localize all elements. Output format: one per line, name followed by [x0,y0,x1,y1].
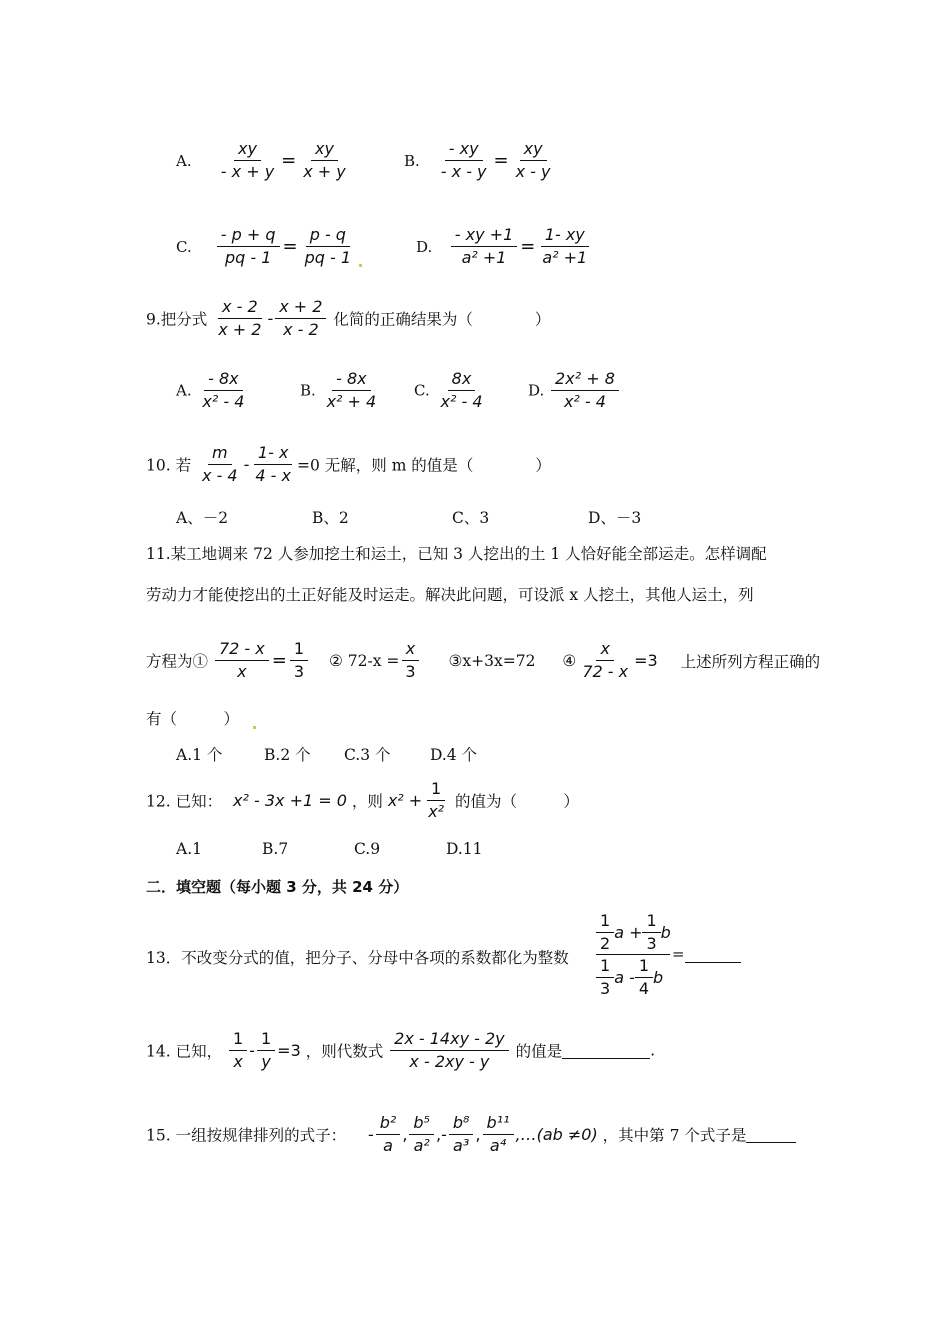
q10-option-a: A、－2 [176,509,229,527]
equation-4: ④ [562,651,577,670]
answer-blank[interactable] [746,1126,796,1143]
q12-option-b: B.7 [262,840,289,858]
equals-sign: = [282,236,298,257]
fraction: $\frac{1}{\text{x²}}$ [428,779,445,821]
question-text: 有（ ） [146,710,240,728]
fraction: $\frac{\text{b²}}{a}$ [376,1114,401,1155]
fraction: $\frac{1- x}{4 - x}$ [255,443,291,485]
period: . [650,1041,656,1060]
q12-option-c: C.9 [354,840,381,858]
question-text: ，则 [351,792,383,811]
question-9 [146,298,550,339]
fraction: $\frac{xy}{- x + y}$ [220,139,275,181]
equation: x² - 3x +1 = 0 [233,791,347,810]
fraction: $\frac{x - 2}{x + 2}$ [218,297,262,339]
option-label: D. [416,237,433,256]
equals-sign: = [520,236,536,257]
q8-option-a [176,140,352,181]
fraction: $\frac{- p + q}{pq - 1}$ [217,226,280,267]
option-label: D. [528,381,545,400]
question-15 [146,1114,796,1155]
fraction: $\frac{xy}{x + y}$ [303,139,346,181]
q11-option-c: C.3 个 [344,746,391,764]
question-text: ，其中第 7 个式子是 [602,1126,747,1145]
fraction: $\frac{1}{3}$ [596,957,614,998]
q11-line-4 [146,707,258,729]
fraction: $\frac{xy}{x - y}$ [515,139,551,181]
q8-option-d [416,226,593,267]
q13-text: 13．不改变分式的值，把分子、分母中各项的系数都化为整数 [146,949,569,967]
equation-tail: =3 [634,651,658,670]
minus-sign: - [267,309,274,328]
sequence-tail: ,…(ab ≠0) [515,1125,598,1144]
option-label: A. [176,381,192,400]
question-text: 15. 一组按规律排列的式子： [146,1126,347,1145]
option-label: A. [176,151,192,170]
term-sign: ,- [435,1125,447,1144]
equation-tail: =3 [277,1041,301,1060]
q10-option-c: C、3 [452,509,490,527]
fraction: $\frac{1}{3}$ [642,912,660,953]
q11-option-a: A.1 个 [176,746,223,764]
question-text: 方程为① [146,652,209,671]
fraction: $\frac{2x - 14xy - 2y}{x - 2xy - y}$ [390,1030,508,1071]
fraction: $\frac{x}{3}$ [401,640,419,681]
question-text: 10. 若 [146,456,192,475]
option-label: B. [300,381,316,400]
option-label: B. [404,151,420,170]
q11-line-2: 劳动力才能使挖出的土正好能及时运走。解决此问题，可设派 x 人挖土，其他人运土，列 [146,586,754,604]
equals-sign: = [271,650,287,671]
numerator: $\frac{1}{2}$ a + $\frac{1}{3}$ b [596,912,670,955]
q11-option-b: B.2 个 [264,746,311,764]
question-text: 12. 已知： [146,792,223,811]
q10-option-d: D、－3 [588,509,642,527]
expression: x² + [387,791,423,810]
question-text: 的值是 [515,1042,563,1061]
fraction: $\frac{\text{b⁸}}{\text{a³}}$ [449,1114,474,1155]
q9-option-c [414,370,489,411]
section-heading: 二．填空题（每小题 3 分，共 24 分） [146,878,409,896]
equation-2: ② 72-x = [328,651,400,670]
term-sign: , [475,1125,481,1144]
fraction: $\frac{- xy +1}{\text{a² +1}}$ [451,226,517,267]
fraction: $\frac{1}{x}$ [229,1030,247,1071]
fraction: $\frac{1}{2}$ [596,912,614,953]
minus-sign: - [243,455,250,474]
option-label: C. [176,237,192,256]
q10-option-b: B、2 [312,509,349,527]
answer-blank[interactable] [562,1042,650,1059]
term-sign: - [367,1125,374,1144]
q8-option-b [404,140,557,181]
fraction: $\frac{1}{y}$ [257,1030,275,1071]
fraction: $\frac{p - q}{pq - 1}$ [304,225,352,267]
option-label: C. [414,381,430,400]
fraction: $\frac{\text{2x² + 8}}{\text{x² - 4}}$ [551,370,619,411]
question-text: 化简的正确结果为（ ） [333,310,551,329]
question-text: 的值为（ ） [455,792,580,811]
denominator: $\frac{1}{3}$ a - $\frac{1}{4}$ b [596,955,670,997]
minus-sign: - [249,1041,255,1060]
fraction: $\frac{m}{x - 4}$ [202,443,238,485]
fraction: $\frac{x}{72 - x}$ [582,639,629,681]
q13-answer [672,944,741,963]
term-sign: , [402,1125,408,1144]
fraction: $\frac{72 - x}{x}$ [215,640,269,681]
equals-sign: = [493,150,509,171]
q12-option-a: A.1 [176,840,202,858]
q11-line-3 [146,640,820,681]
question-text: =0 无解，则 m 的值是（ ） [296,456,551,475]
question-text: ，则代数式 [305,1042,384,1061]
question-text: 上述所列方程正确的 [680,652,821,671]
fraction: $\frac{1}{4}$ [635,957,653,998]
scan-dot [253,726,256,729]
equals-sign: = [281,150,297,171]
q8-option-c [176,226,364,267]
fraction: $\frac{1- xy}{\text{a² +1}}$ [542,225,588,267]
fraction: $\frac{\text{b⁵}}{\text{a²}}$ [409,1114,434,1155]
question-14 [146,1030,655,1071]
question-12 [146,780,579,821]
equals-sign: = [672,945,685,963]
equation-3: ③x+3x=72 [448,651,536,670]
question-text: 14. 已知， [146,1042,223,1061]
scan-dot [359,264,362,267]
q9-option-d [528,370,621,411]
fraction: $\frac{- 8x}{\text{x² - 4}}$ [202,369,245,411]
q12-option-d: D.11 [446,840,483,858]
answer-blank[interactable] [685,944,741,963]
q9-option-a [176,370,250,411]
fraction: $\frac{1}{3}$ [290,640,308,681]
fraction: $\frac{8x}{\text{x² - 4}}$ [440,369,483,411]
fraction: $\frac{\text{b¹¹}}{\text{a⁴}}$ [483,1114,514,1155]
question-10 [146,444,551,485]
fraction: $\frac{- 8x}{\text{x² + 4}}$ [326,369,377,411]
question-text: 9.把分式 [146,310,208,329]
q11-option-d: D.4 个 [430,746,478,764]
q13-complex-fraction [596,912,670,997]
fraction: $\frac{- xy}{- x - y}$ [440,139,487,181]
fraction: $\frac{x + 2}{x - 2}$ [275,298,326,339]
q9-option-b [300,370,382,411]
q11-line-1: 11.某工地调来 72 人参加挖土和运土，已知 3 人挖出的土 1 人恰好能全部运走。怎样调配 [146,545,767,563]
